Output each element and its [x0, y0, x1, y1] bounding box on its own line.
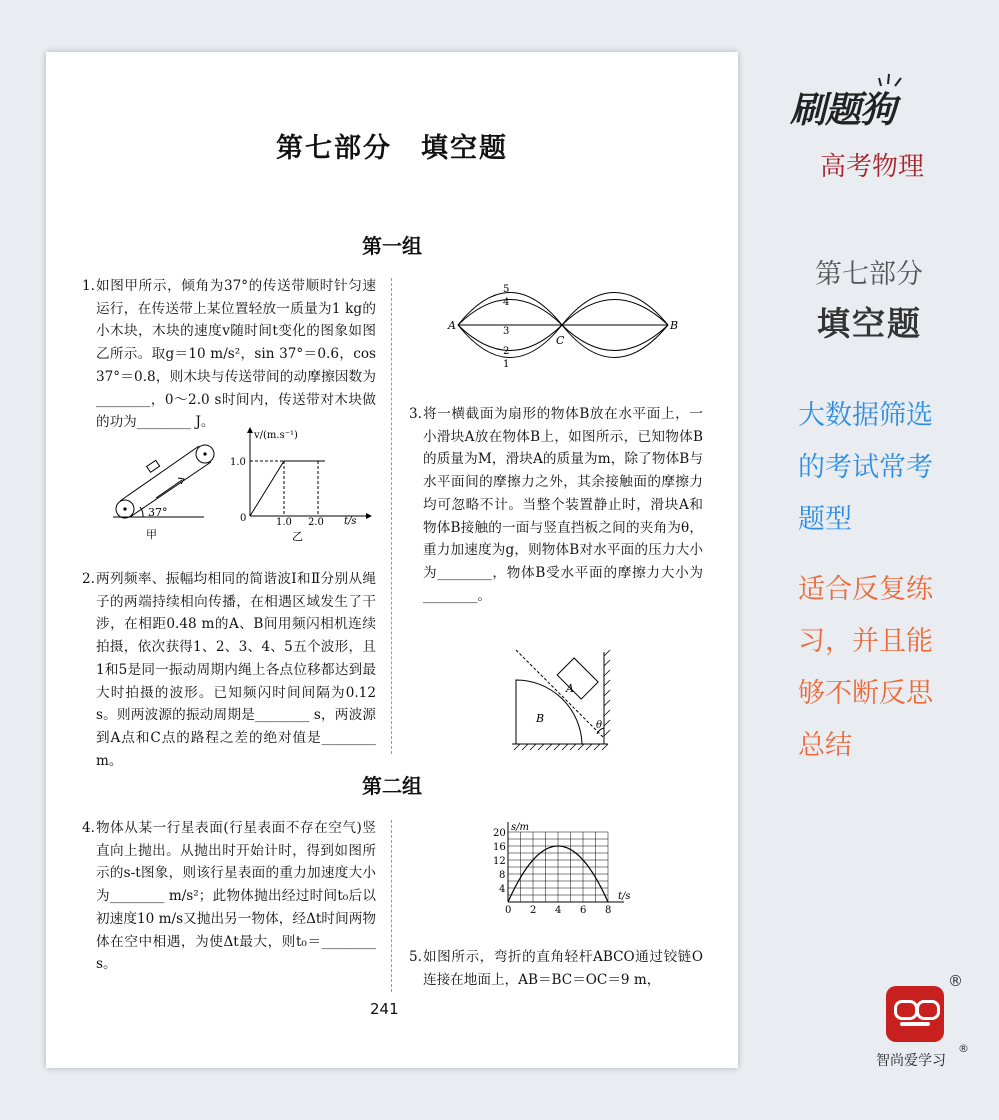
x-tick-label: 4: [555, 905, 562, 916]
x-tick-label: 0: [505, 905, 512, 916]
feature-blue: [798, 390, 933, 546]
vt-xtick-2: 2.0: [308, 517, 324, 528]
block-a-label: A: [566, 682, 574, 695]
figure-caption-yi: 乙: [292, 530, 303, 543]
wave-label-1: 1: [503, 359, 510, 370]
feature-blue-line: 大数据筛选: [798, 400, 933, 431]
y-tick-label: 4: [499, 884, 506, 895]
question-1: [82, 275, 376, 434]
wave-label-5: 5: [503, 284, 510, 295]
group-heading-2: 第二组: [362, 774, 422, 798]
question-3: [409, 403, 703, 607]
feature-orange-line: 够不断反思: [798, 678, 933, 709]
page-title: 第七部分 填空题: [276, 133, 508, 164]
vt-origin: 0: [240, 513, 247, 524]
y-tick-label: 8: [499, 870, 506, 881]
feature-blue-line: 的考试常考: [798, 452, 933, 483]
figure-caption-jia: 甲: [146, 528, 157, 541]
theta-label: θ: [596, 720, 603, 731]
question-text: 物体从某一行星表面(行星表面不存在空气)竖直向上抛出。从抛出时开始计时，得到如图所示的s-t图象，则该行星表面的重力加速度大小为________ m/s²；此物体抛出经过时间t₀后以初速度10 m/s又抛出另一物体，经Δt时间两物体在空中相遇，为使Δt最大，则t₀＝________ s。: [96, 820, 376, 973]
x-tick-label: 6: [580, 905, 587, 916]
chart-xlabel: t/s: [618, 891, 631, 902]
question-2: [82, 568, 376, 772]
question-number: 4.: [82, 820, 95, 836]
y-tick-label: 20: [493, 828, 506, 839]
vt-ytick: 1.0: [230, 457, 246, 468]
point-c-label: C: [556, 334, 565, 347]
x-tick-label: 2: [530, 905, 537, 916]
feature-blue-line: 题型: [798, 504, 852, 535]
chart-ylabel: s/m: [511, 822, 529, 833]
y-tick-label: 12: [493, 856, 506, 867]
vt-graph: [226, 424, 386, 546]
st-chart: [484, 816, 644, 916]
wave-label-4: 4: [503, 297, 510, 308]
block-b-label: B: [536, 712, 545, 725]
question-text: 如图所示，弯折的直角轻杆ABCO通过铰链O连接在地面上，AB＝BC＝OC＝9 m，: [423, 949, 703, 988]
question-number: 1.: [82, 278, 95, 294]
column-divider: [391, 278, 392, 754]
registered-mark-small: ®: [958, 1042, 969, 1055]
x-tick-label: 8: [605, 905, 612, 916]
section-title: 填空题: [817, 304, 922, 343]
question-text: 将一横截面为扇形的物体B放在水平面上，一小滑块A放在物体B上，如图所示，已知物体B的质量为M，滑块A的质量为m，除了物体B与水平面间的摩擦力之外，其余接触面的摩擦力均可忽略不计。当整个装置静止时，滑块A和物体B接触的一面与竖直挡板之间的夹角为θ，重力加速度为g，则物体B对水平面的压力大小为________，物体B受水平面的摩擦力大小为________。: [423, 406, 703, 604]
subject-label: 高考物理: [820, 152, 925, 182]
feature-orange-line: 总结: [798, 730, 852, 761]
question-number: 2.: [82, 571, 95, 587]
app-logo-icon: [886, 986, 944, 1042]
vt-xtick-1: 1.0: [276, 517, 292, 528]
vt-ylabel: v/(m.s⁻¹): [254, 430, 298, 441]
question-text: 如图甲所示，倾角为37°的传送带顺时针匀速运行，在传送带上某位置轻放一质量为1 kg的小木块，木块的速度v随时间t变化的图象如图乙所示。取g＝10 m/s²，sin 37°＝0.6，cos 37°＝0.8，则木块与传送带间的动摩擦因数为________，0～2.0 s时间内，传送带对木块做的功为________ J。: [96, 278, 376, 431]
feature-orange-line: 适合反复练: [798, 574, 933, 605]
question-5: [409, 946, 703, 991]
wave-label-2: 2: [503, 346, 510, 357]
brand-logo-text: 刷题狗: [790, 90, 896, 131]
sparkle-icon: [876, 70, 906, 90]
feature-orange: [798, 564, 933, 772]
logo-caption: 智尚爱学习: [876, 1053, 946, 1069]
wave-label-3: 3: [503, 326, 510, 337]
question-number: 5.: [409, 949, 422, 965]
section-label: 第七部分: [815, 259, 923, 290]
question-text: 两列频率、振幅均相同的简谐波Ⅰ和Ⅱ分别从绳子的两端持续相向传播，在相遇区域发生了干涉，在相距0.48 m的A、B间用频闪相机连续拍摄，依次获得1、2、3、4、5五个波形，且1和5是同一振动周期内绳上各点位移都达到最大时拍摄的波形。已知频闪时间间隔为0.12 s。则两波源的振动周期是________ s，两波源到A点和C点的路程之差的绝对值是________ m。: [96, 571, 376, 769]
page-number: 241: [370, 1000, 399, 1018]
conveyor-figure: [108, 432, 228, 544]
vt-xlabel: t/s: [344, 516, 357, 527]
angle-label: 37°: [148, 506, 168, 519]
registered-mark: ®: [948, 972, 963, 990]
group-heading-1: 第一组: [362, 234, 422, 258]
question-4: [82, 817, 376, 976]
point-b-label: B: [670, 319, 679, 332]
sector-block-figure: [500, 644, 620, 756]
point-a-label: A: [448, 319, 456, 332]
column-divider-2: [391, 820, 392, 992]
wave-figure: [440, 272, 690, 382]
y-tick-label: 16: [493, 842, 506, 853]
feature-orange-line: 习，并且能: [798, 626, 933, 657]
question-number: 3.: [409, 406, 422, 422]
